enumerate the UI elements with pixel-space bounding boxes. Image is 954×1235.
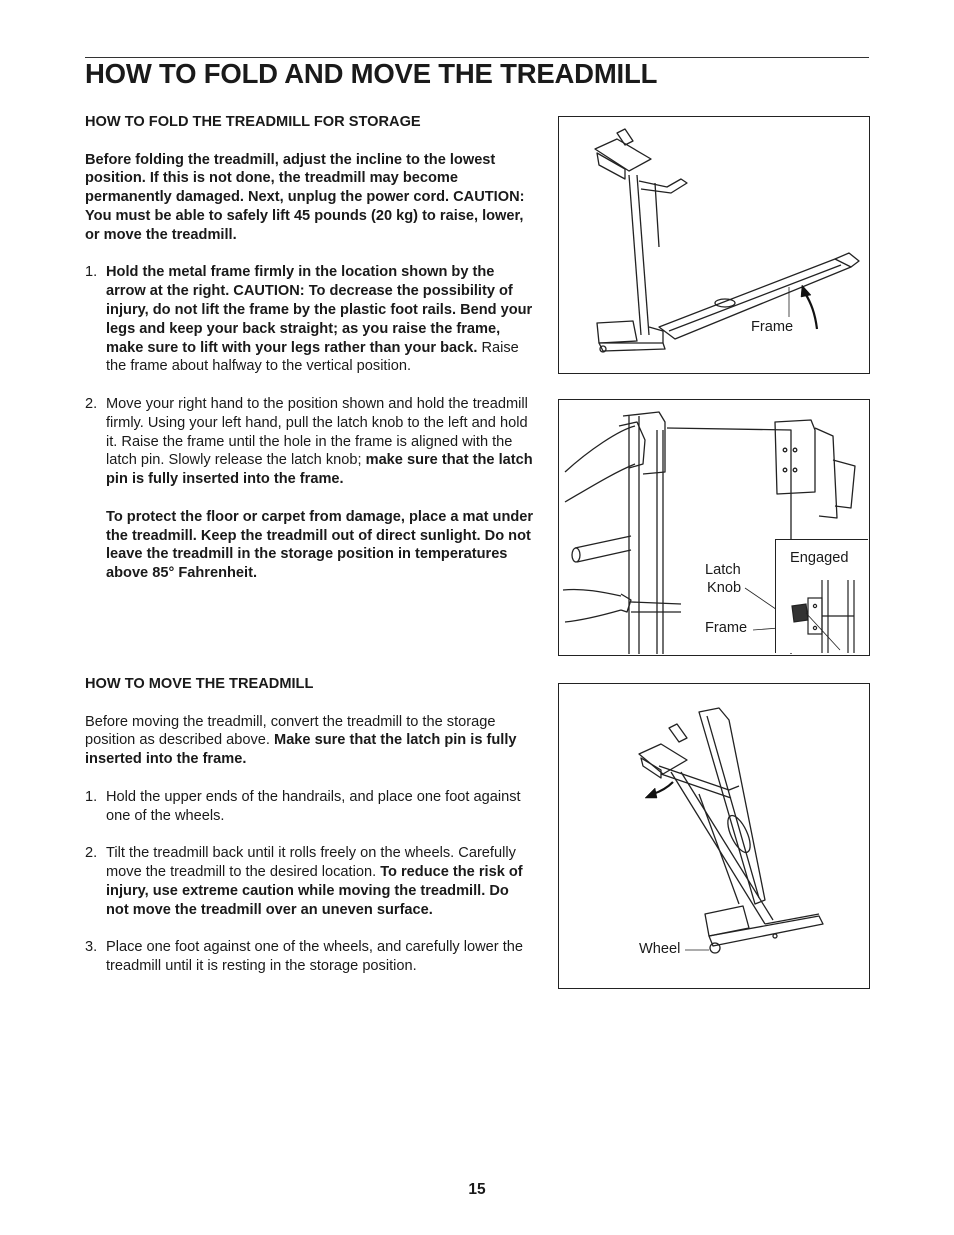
fold-step-2-number: 2. xyxy=(85,395,98,412)
fold-step-1 xyxy=(85,263,535,376)
move-section xyxy=(85,675,535,976)
move-intro-text: Before moving the treadmill, convert the treadmill to the storage position as described above. xyxy=(85,713,496,749)
move-intro-bold: Make sure that the latch pin is fully inserted into the frame. xyxy=(85,732,517,768)
fold-heading: HOW TO FOLD THE TREADMILL FOR STORAGE xyxy=(85,114,421,130)
fold-step-2-text: Move your right hand to the position shown and hold the treadmill firmly. Using your left hand, pull the latch knob to the left and hold it. Raise the frame until the hole in the frame is aligned with the latch pin. Slowly release the latch knob; xyxy=(106,395,528,469)
move-step-2 xyxy=(85,844,535,919)
wheel-label: Wheel xyxy=(639,941,681,957)
fold-step-1-bold: Hold the metal frame firmly in the location shown by the arrow at the right. CAUTION: To decrease the possibility of injury, do not lift the frame by the plastic foot rails. Bend your legs and keep your back straight; as you raise the frame, make sure to lift with your legs rather than your back. xyxy=(106,264,533,356)
fold-intro: Before folding the treadmill, adjust the incline to the lowest position. If this is not done, the treadmill may become permanently damaged. Next, unplug the power cord. CAUTION: You must be able to safely lift 45 pounds (20 kg) to raise, lower, or move the treadmill. xyxy=(85,151,525,243)
move-step-1-text: Hold the upper ends of the handrails, and place one foot against one of the wheels. xyxy=(106,788,521,824)
move-step-2-text: Tilt the treadmill back until it rolls freely on the wheels. Carefully move the treadmill to the desired location. xyxy=(106,845,516,880)
treadmill-lift-illustration xyxy=(559,117,868,372)
move-intro xyxy=(85,713,535,769)
figure-move-treadmill xyxy=(558,683,870,989)
latch-frame-label: Frame xyxy=(705,620,748,636)
fold-protect-note: To protect the floor or carpet from damage, place a mat under the treadmill. Keep the treadmill out of direct sunlight. Do not leave the treadmill in the storage position in temperatures above 85° Fahrenheit. xyxy=(106,508,534,582)
fold-step-1-text: Raise the frame about halfway to the vertical position. xyxy=(106,339,519,375)
figure-latch-knob xyxy=(558,399,870,656)
frame-label: Frame xyxy=(751,319,794,335)
latch-label-line-1: Latch xyxy=(705,562,741,578)
figure-lift-frame xyxy=(558,116,870,374)
move-step-2-number: 2. xyxy=(85,845,98,862)
fold-step-1-number: 1. xyxy=(85,264,98,281)
fold-step-2-bold: make sure that the latch pin is fully inserted into the frame. xyxy=(106,452,533,488)
move-step-1-number: 1. xyxy=(85,788,98,805)
page-number: 15 xyxy=(468,1181,486,1198)
treadmill-move-illustration xyxy=(559,684,868,987)
fold-step-2 xyxy=(85,395,535,583)
move-heading: HOW TO MOVE THE TREADMILL xyxy=(85,676,314,692)
move-step-3 xyxy=(85,938,535,976)
move-step-2-bold: To reduce the risk of injury, use extreme caution while moving the treadmill. Do not move the treadmill over an uneven surface. xyxy=(106,863,523,918)
engaged-inset xyxy=(775,539,868,653)
engaged-label: Engaged xyxy=(790,550,849,566)
page-title: HOW TO FOLD AND MOVE THE TREADMILL xyxy=(85,58,658,89)
fold-section xyxy=(85,113,535,583)
move-step-3-text: Place one foot against one of the wheels, and carefully lower the treadmill until it is resting in the storage position. xyxy=(106,939,523,974)
latch-label-line-2: Knob xyxy=(707,580,742,596)
move-step-1 xyxy=(85,788,535,826)
move-step-3-number: 3. xyxy=(85,939,98,956)
